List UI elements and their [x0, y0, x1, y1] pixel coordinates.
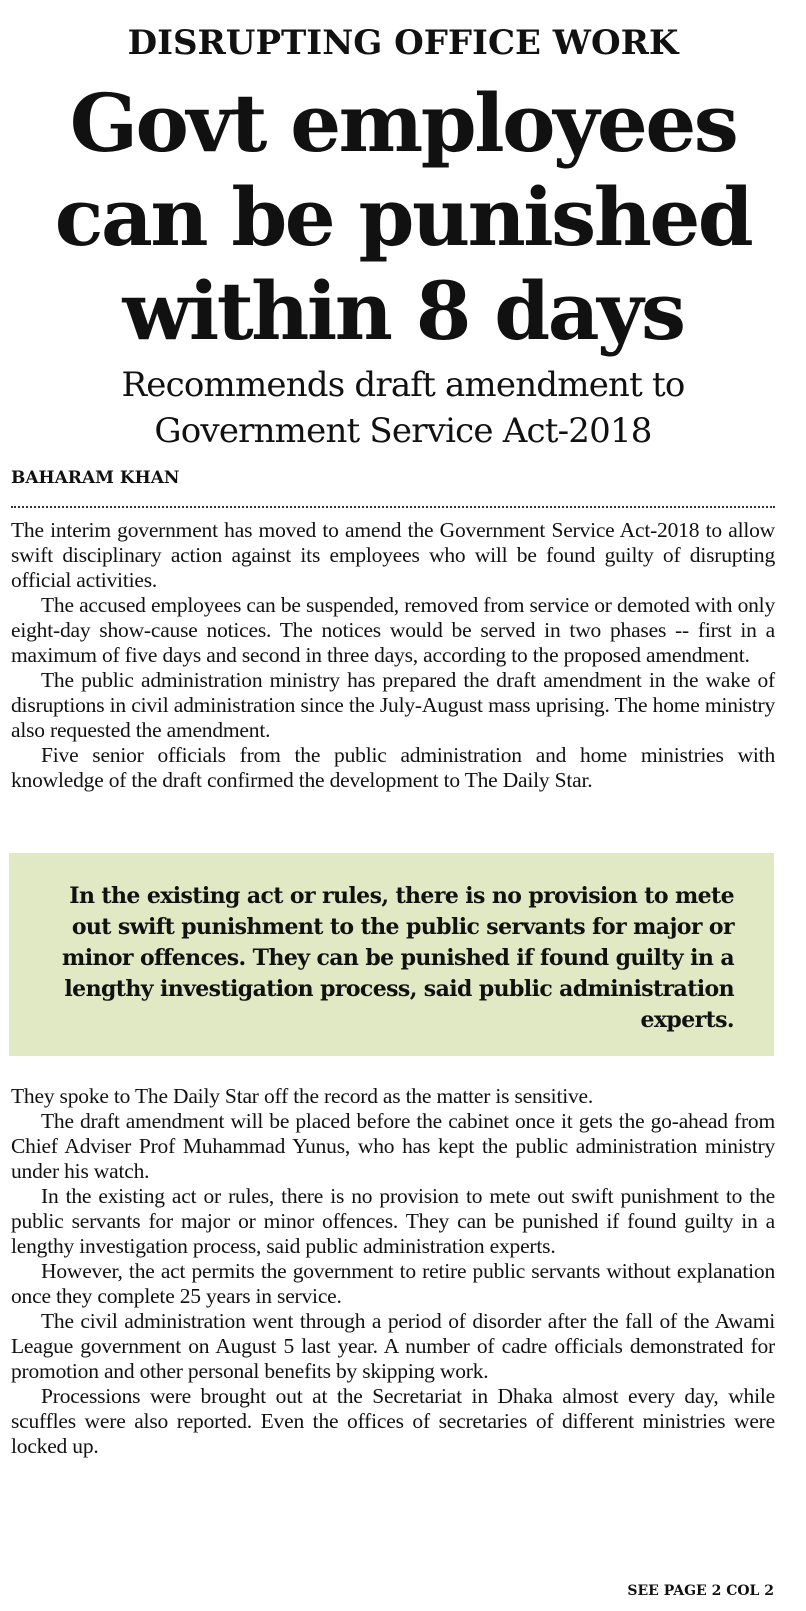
paragraph: The public administration ministry has prepared the draft amendment in the wake of disruptions in civil administration since the July-August mass uprising. The home ministry also requested the amendment.	[11, 668, 775, 742]
headline-line: can be punished	[54, 170, 752, 264]
article-body-bottom	[11, 1084, 775, 1459]
paragraph: The draft amendment will be placed before the cabinet once it gets the go-ahead from Chief Adviser Prof Muhammad Yunus, who has kept the public administration ministry under his watch.	[11, 1109, 775, 1183]
paragraph: In the existing act or rules, there is no provision to mete out swift punishment to the public servants for major or minor offences. They can be punished if found guilty in a lengthy investigation process, said public administration experts.	[11, 1184, 775, 1258]
deck-line: Government Service Act-2018	[154, 411, 652, 451]
paragraph: Five senior officials from the public administration and home ministries with knowledge of the draft confirmed the development to The Daily Star.	[11, 743, 775, 792]
paragraph: Processions were brought out at the Secretariat in Dhaka almost every day, while scuffles were also reported. Even the offices of secretaries of different ministries were locked up.	[11, 1384, 775, 1458]
deck	[0, 362, 806, 454]
paragraph: The interim government has moved to amend the Government Service Act-2018 to allow swift disciplinary action against its employees who will be found guilty of disrupting official activities.	[11, 518, 775, 592]
paragraph: The accused employees can be suspended, removed from service or demoted with only eight-day show-cause notices. The notices would be served in two phases -- first in a maximum of five days and second in three days, according to the proposed amendment.	[11, 593, 775, 667]
pull-quote-box	[9, 853, 774, 1056]
kicker: DISRUPTING OFFICE WORK	[127, 23, 679, 63]
byline: BAHARAM KHAN	[11, 468, 180, 488]
paragraph: The civil administration went through a period of disorder after the fall of the Awami League government on August 5 last year. A number of cadre officials demonstrated for promotion and other personal benefits by skipping work.	[11, 1309, 775, 1383]
paragraph: They spoke to The Daily Star off the record as the matter is sensitive.	[11, 1084, 594, 1108]
deck-line: Recommends draft amendment to	[121, 365, 685, 405]
article-body-top	[11, 518, 775, 793]
pull-quote-text: In the existing act or rules, there is no provision to mete out swift punishment to the public servants for major or minor offences. They can be punished if found guilty in a lengthy investigation process, said public administration experts.	[62, 883, 734, 1033]
headline	[0, 76, 806, 358]
dotted-divider	[11, 506, 775, 508]
continued-jump-line: SEE PAGE 2 COL 2	[627, 1583, 774, 1599]
paragraph: However, the act permits the government to retire public servants without explanation once they complete 25 years in service.	[11, 1259, 775, 1308]
headline-line: within 8 days	[122, 264, 684, 358]
headline-line: Govt employees	[69, 76, 737, 170]
